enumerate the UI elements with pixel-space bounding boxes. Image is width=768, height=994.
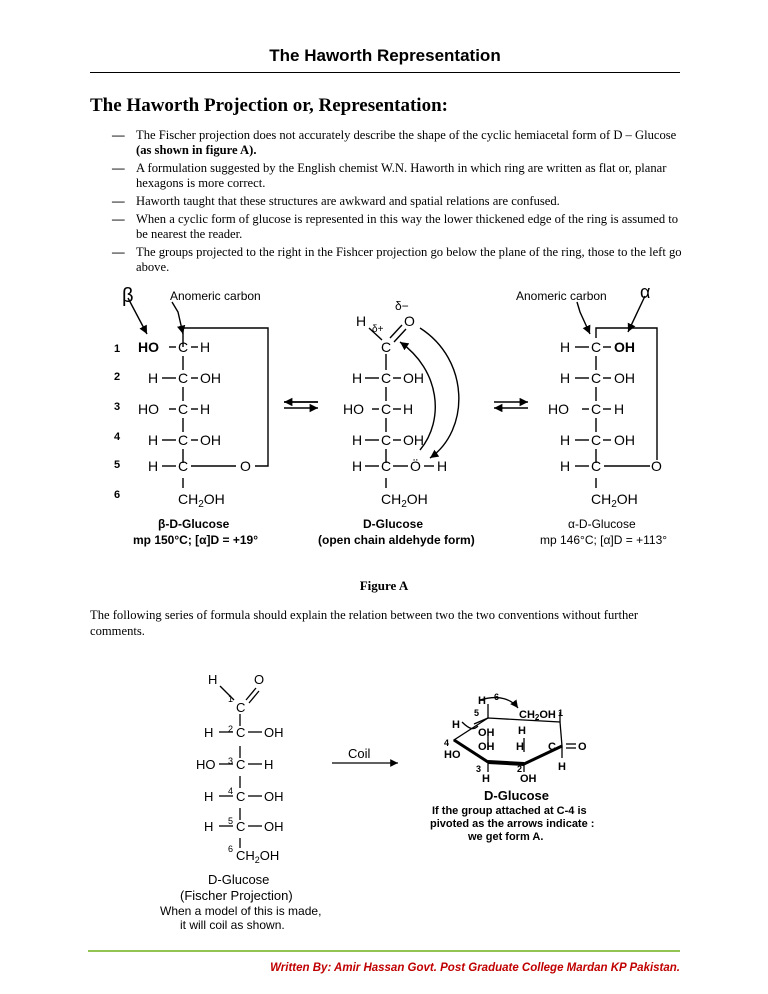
svg-text:C: C (178, 432, 189, 448)
svg-text:HO: HO (343, 401, 364, 417)
haworth-note-line2: pivoted as the arrows indicate : (430, 818, 595, 830)
svg-text:H: H (518, 725, 526, 737)
svg-text:CH2OH: $CH_2OH$ (236, 848, 280, 865)
bullet-item (112, 194, 682, 209)
svg-text:H: H (560, 432, 571, 448)
svg-text:H: H (437, 458, 448, 474)
svg-text:H: H (452, 719, 460, 731)
svg-text:3: 3 (228, 756, 234, 766)
svg-text:H: H (356, 313, 367, 329)
bullet-text: When a cyclic form of glucose is represented in this way the lower thickened edge of the ring is assumed to be nearest the reader. (136, 212, 679, 241)
svg-text:H: H (204, 725, 214, 740)
figure-a-caption: Figure A (359, 578, 409, 593)
svg-text:H: H (204, 819, 214, 834)
svg-text:C: C (178, 339, 189, 355)
svg-text:C: C (591, 339, 602, 355)
svg-text:H: H (560, 339, 571, 355)
svg-text:6: 6 (228, 844, 234, 854)
bullet-item (112, 212, 682, 242)
svg-text:OH: OH (264, 819, 284, 834)
carbon-number: 5 (114, 459, 121, 471)
svg-text:OH: OH (200, 432, 221, 448)
anomeric-carbon-label-left: Anomeric carbon (170, 289, 261, 303)
svg-text:OH: OH (264, 725, 284, 740)
svg-text:OH: OH (403, 370, 424, 386)
svg-text:C: C (548, 741, 556, 753)
bullet-dash: — (112, 161, 125, 175)
svg-text:Ö: Ö (410, 458, 421, 474)
bullet-item (112, 128, 682, 158)
svg-text:2: 2 (228, 724, 234, 734)
haworth-note-line3: we get form A. (468, 831, 544, 843)
model-note-line2: it will coil as shown. (180, 918, 285, 932)
svg-text:O: O (404, 313, 415, 329)
svg-text:5: 5 (474, 708, 480, 718)
svg-text:H: H (264, 757, 274, 772)
svg-text:2: 2 (517, 764, 523, 774)
svg-text:H: H (478, 695, 486, 707)
bullet-text: The Fischer projection does not accurately describe the shape of the cyclic hemiacetal form of D – Glucose (136, 128, 677, 142)
svg-text:O: O (651, 458, 662, 474)
beta-symbol: β (122, 285, 134, 307)
svg-text:H: H (352, 370, 363, 386)
header-divider (90, 72, 680, 73)
bullet-dash: — (112, 194, 125, 208)
svg-text:H: H (352, 432, 363, 448)
svg-text:H: H (200, 339, 211, 355)
svg-text:CH2OH: CH2OH (519, 709, 556, 722)
svg-text:H: H (204, 789, 214, 804)
section-heading: The Haworth Projection or, Representation: (90, 95, 448, 116)
svg-text:H: H (208, 672, 218, 687)
svg-text:C: C (236, 725, 246, 740)
svg-text:HO: HO (138, 339, 159, 355)
svg-text:C: C (591, 370, 602, 386)
haworth-note-line1: If the group attached at C-4 is (432, 805, 587, 817)
svg-text:C: C (381, 458, 392, 474)
svg-text:C: C (178, 401, 189, 417)
svg-text:H: H (352, 458, 363, 474)
svg-text:1: 1 (228, 694, 234, 704)
carbon-number: 1 (114, 343, 121, 355)
page-header-title: The Haworth Representation (269, 46, 501, 65)
figure-a-diagram (0, 270, 768, 570)
svg-text:1: 1 (558, 708, 564, 718)
svg-text:OH: OH (478, 727, 495, 739)
figure-b-diagram (0, 660, 768, 940)
svg-text:3: 3 (476, 764, 482, 774)
model-note-line1: When a model of this is made, (160, 904, 322, 918)
anomeric-carbon-label-right: Anomeric carbon (516, 289, 607, 303)
svg-text:O: O (240, 458, 251, 474)
svg-text:OH: OH (614, 370, 635, 386)
fischer-projection-label: (Fischer Projection) (180, 888, 293, 903)
svg-text:H: H (148, 432, 159, 448)
svg-text:H: H (558, 761, 566, 773)
svg-text:C: C (178, 370, 189, 386)
delta-plus-label: δ+ (372, 324, 384, 335)
beta-glucose-mp: mp 150°C; [α]D = +19° (133, 533, 259, 547)
svg-text:OH: OH (614, 339, 635, 355)
svg-text:5: 5 (228, 816, 234, 826)
svg-text:HO: HO (196, 757, 216, 772)
svg-text:H: H (482, 773, 490, 785)
explanation-paragraph: The following series of formula should explain the relation between two the two conventions without further comments. (90, 608, 639, 638)
beta-glucose-name: β-D-Glucose (158, 517, 230, 531)
carbon-number: 4 (114, 431, 121, 443)
svg-text:OH: OH (614, 432, 635, 448)
svg-text:O: O (254, 672, 265, 687)
bullet-list (112, 128, 682, 278)
svg-text:OH: OH (520, 773, 537, 785)
carbon-number: 3 (114, 401, 121, 413)
svg-text:H: H (200, 401, 211, 417)
svg-text:CH2OH: $CH_2OH$ (591, 491, 638, 510)
fischer-glucose-name: D-Glucose (208, 872, 270, 887)
svg-text:H: H (148, 370, 159, 386)
svg-text:C: C (178, 458, 189, 474)
open-chain-description: (open chain aldehyde form) (318, 533, 475, 547)
svg-text:CH2OH: $CH_2OH$ (178, 491, 225, 510)
svg-text:C: C (381, 339, 392, 355)
coil-label: Coil (348, 746, 371, 761)
svg-text:C: C (381, 432, 392, 448)
svg-text:H: H (614, 401, 625, 417)
bullet-dash: — (112, 212, 125, 226)
svg-text:H: H (560, 370, 571, 386)
svg-text:C: C (591, 432, 602, 448)
svg-text:4: 4 (228, 786, 234, 796)
svg-text:H: H (516, 741, 524, 753)
svg-text:C: C (236, 700, 246, 715)
svg-text:C: C (236, 789, 246, 804)
svg-text:C: C (381, 370, 392, 386)
svg-text:H: H (560, 458, 571, 474)
footer-author: Written By: Amir Hassan Govt. Post Graduate College Mardan KP Pakistan. (270, 962, 680, 974)
svg-text:4: 4 (444, 738, 450, 748)
svg-text:C: C (591, 401, 602, 417)
haworth-glucose-name: D-Glucose (484, 788, 550, 803)
bullet-dash: — (112, 128, 125, 142)
svg-text:C: C (236, 819, 246, 834)
svg-text:HO: HO (548, 401, 569, 417)
svg-text:C: C (591, 458, 602, 474)
bullet-text: A formulation suggested by the English chemist W.N. Haworth in which ring are written as flat or, planar hexagons is more correct. (136, 161, 667, 190)
svg-text:C: C (381, 401, 392, 417)
alpha-glucose-name: α-D-Glucose (568, 517, 636, 531)
bullet-bold-text: (as shown in figure A). (136, 143, 257, 157)
svg-text:OH: OH (478, 741, 495, 753)
open-chain-name: D-Glucose (363, 517, 424, 531)
bullet-text: Haworth taught that these structures are awkward and spatial relations are confused. (136, 194, 560, 208)
svg-text:6: 6 (494, 692, 500, 702)
carbon-number: 2 (114, 371, 121, 383)
bullet-text: The groups projected to the right in the Fishcer projection go below the plane of the ring, those to the left go above. (136, 245, 682, 274)
svg-text:OH: OH (264, 789, 284, 804)
svg-text:CH2OH: $CH_2OH$ (381, 491, 428, 510)
svg-text:OH: OH (200, 370, 221, 386)
svg-text:HO: HO (138, 401, 159, 417)
svg-text:OH: OH (403, 432, 424, 448)
alpha-symbol: α (640, 282, 651, 302)
svg-text:C: C (236, 757, 246, 772)
alpha-glucose-mp: mp 146°C; [α]D = +113° (540, 533, 668, 547)
bullet-item (112, 161, 682, 191)
svg-text:HO: HO (444, 749, 461, 761)
bullet-dash: — (112, 245, 125, 259)
svg-text:H: H (148, 458, 159, 474)
delta-minus-label: δ− (395, 299, 409, 313)
footer-divider (88, 950, 680, 952)
svg-text:H: H (403, 401, 414, 417)
svg-text:O: O (578, 741, 587, 753)
carbon-number: 6 (114, 489, 121, 501)
